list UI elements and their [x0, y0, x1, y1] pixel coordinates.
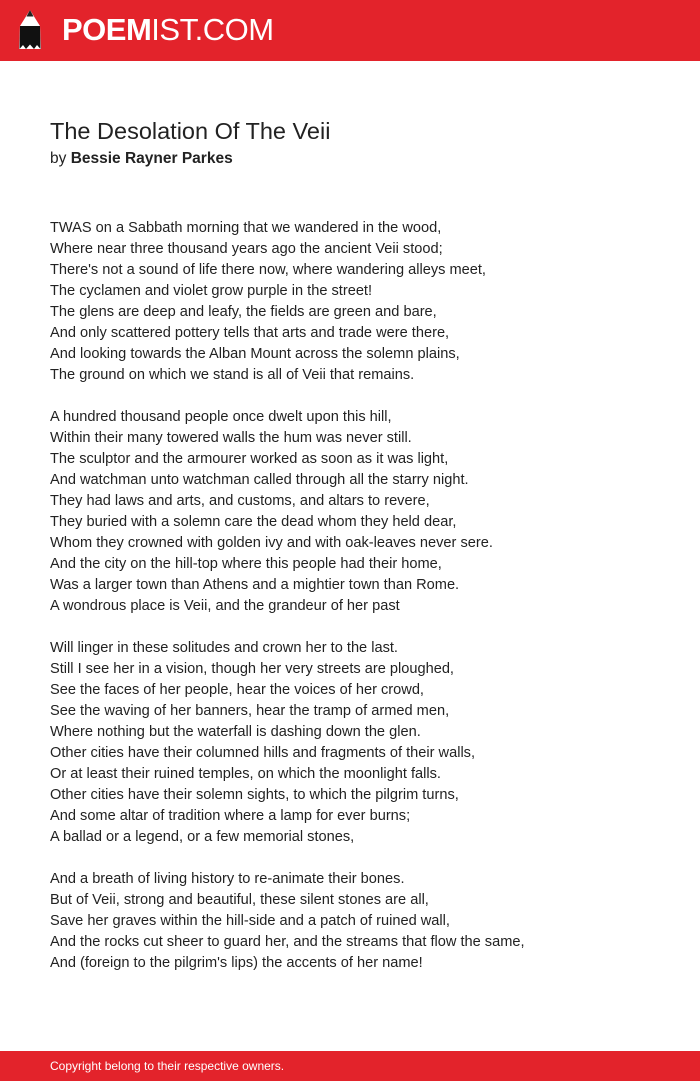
poem-line: Still I see her in a vision, though her very streets are ploughed, [50, 661, 454, 677]
poem-line: There's not a sound of life there now, where wandering alleys meet, [50, 262, 486, 278]
poem-line: A ballad or a legend, or a few memorial stones, [50, 829, 355, 845]
site-footer [0, 1051, 700, 1081]
poem-line: Other cities have their columned hills and fragments of their walls, [50, 745, 476, 761]
poem-line: A hundred thousand people once dwelt upon this hill, [50, 409, 392, 425]
stanza [50, 407, 525, 617]
logo-text-bold: POEM [62, 12, 152, 47]
poem-body [50, 218, 525, 995]
poem-line: And (foreign to the pilgrim's lips) the accents of her name! [50, 955, 423, 971]
by-label: by [50, 150, 67, 167]
poem-line: The glens are deep and leafy, the fields are green and bare, [50, 304, 437, 320]
copyright-text: Copyright belong to their respective owners. [50, 1059, 285, 1073]
poem-line: And some altar of tradition where a lamp for ever burns; [50, 808, 411, 824]
poem-line: And looking towards the Alban Mount across the solemn plains, [50, 346, 460, 362]
poem-line: And only scattered pottery tells that arts and trade were there, [50, 325, 450, 341]
poem-line: A wondrous place is Veii, and the grandeur of her past [50, 598, 400, 614]
poem-line: And the city on the hill-top where this people had their home, [50, 556, 442, 572]
poem-line: They buried with a solemn care the dead whom they held dear, [50, 514, 457, 530]
poem-line: Where nothing but the waterfall is dashing down the glen. [50, 724, 421, 740]
poem-line: Other cities have their solemn sights, to which the pilgrim turns, [50, 787, 459, 803]
stanza [50, 218, 525, 386]
poem-line: Will linger in these solitudes and crown her to the last. [50, 640, 398, 656]
logo-text-light: IST.COM [151, 12, 274, 47]
poem-line: Within their many towered walls the hum was never still. [50, 430, 412, 446]
stanza [50, 638, 525, 848]
byline [50, 148, 233, 170]
author-name[interactable]: Bessie Rayner Parkes [70, 150, 233, 167]
poem-line: TWAS on a Sabbath morning that we wandered in the wood, [50, 220, 442, 236]
poem-line: Or at least their ruined temples, on which the moonlight falls. [50, 766, 441, 782]
stanza [50, 869, 525, 974]
poem-line: They had laws and arts, and customs, and altars to revere, [50, 493, 430, 509]
poem-line: Where near three thousand years ago the ancient Veii stood; [50, 241, 443, 257]
poem-line: And the rocks cut sheer to guard her, and the streams that flow the same, [50, 934, 525, 950]
poem-line: And a breath of living history to re-animate their bones. [50, 871, 405, 887]
poem-line: The cyclamen and violet grow purple in the street! [50, 283, 373, 299]
poem-title: The Desolation Of The Veii [50, 118, 331, 144]
poem-line: Save her graves within the hill-side and a patch of ruined wall, [50, 913, 450, 929]
poem-line: And watchman unto watchman called through all the starry night. [50, 472, 469, 488]
poem-line: The ground on which we stand is all of Veii that remains. [50, 367, 415, 383]
poem-line: See the faces of her people, hear the voices of her crowd, [50, 682, 424, 698]
poem-line: Whom they crowned with golden ivy and with oak-leaves never sere. [50, 535, 493, 551]
poem-line: The sculptor and the armourer worked as soon as it was light, [50, 451, 449, 467]
poem-line: But of Veii, strong and beautiful, these silent stones are all, [50, 892, 429, 908]
pencil-logo-icon[interactable] [18, 9, 42, 51]
poem-line: See the waving of her banners, hear the tramp of armed men, [50, 703, 450, 719]
poem-line: Was a larger town than Athens and a mightier town than Rome. [50, 577, 460, 593]
site-header [0, 0, 700, 61]
site-logo[interactable] [62, 12, 274, 48]
